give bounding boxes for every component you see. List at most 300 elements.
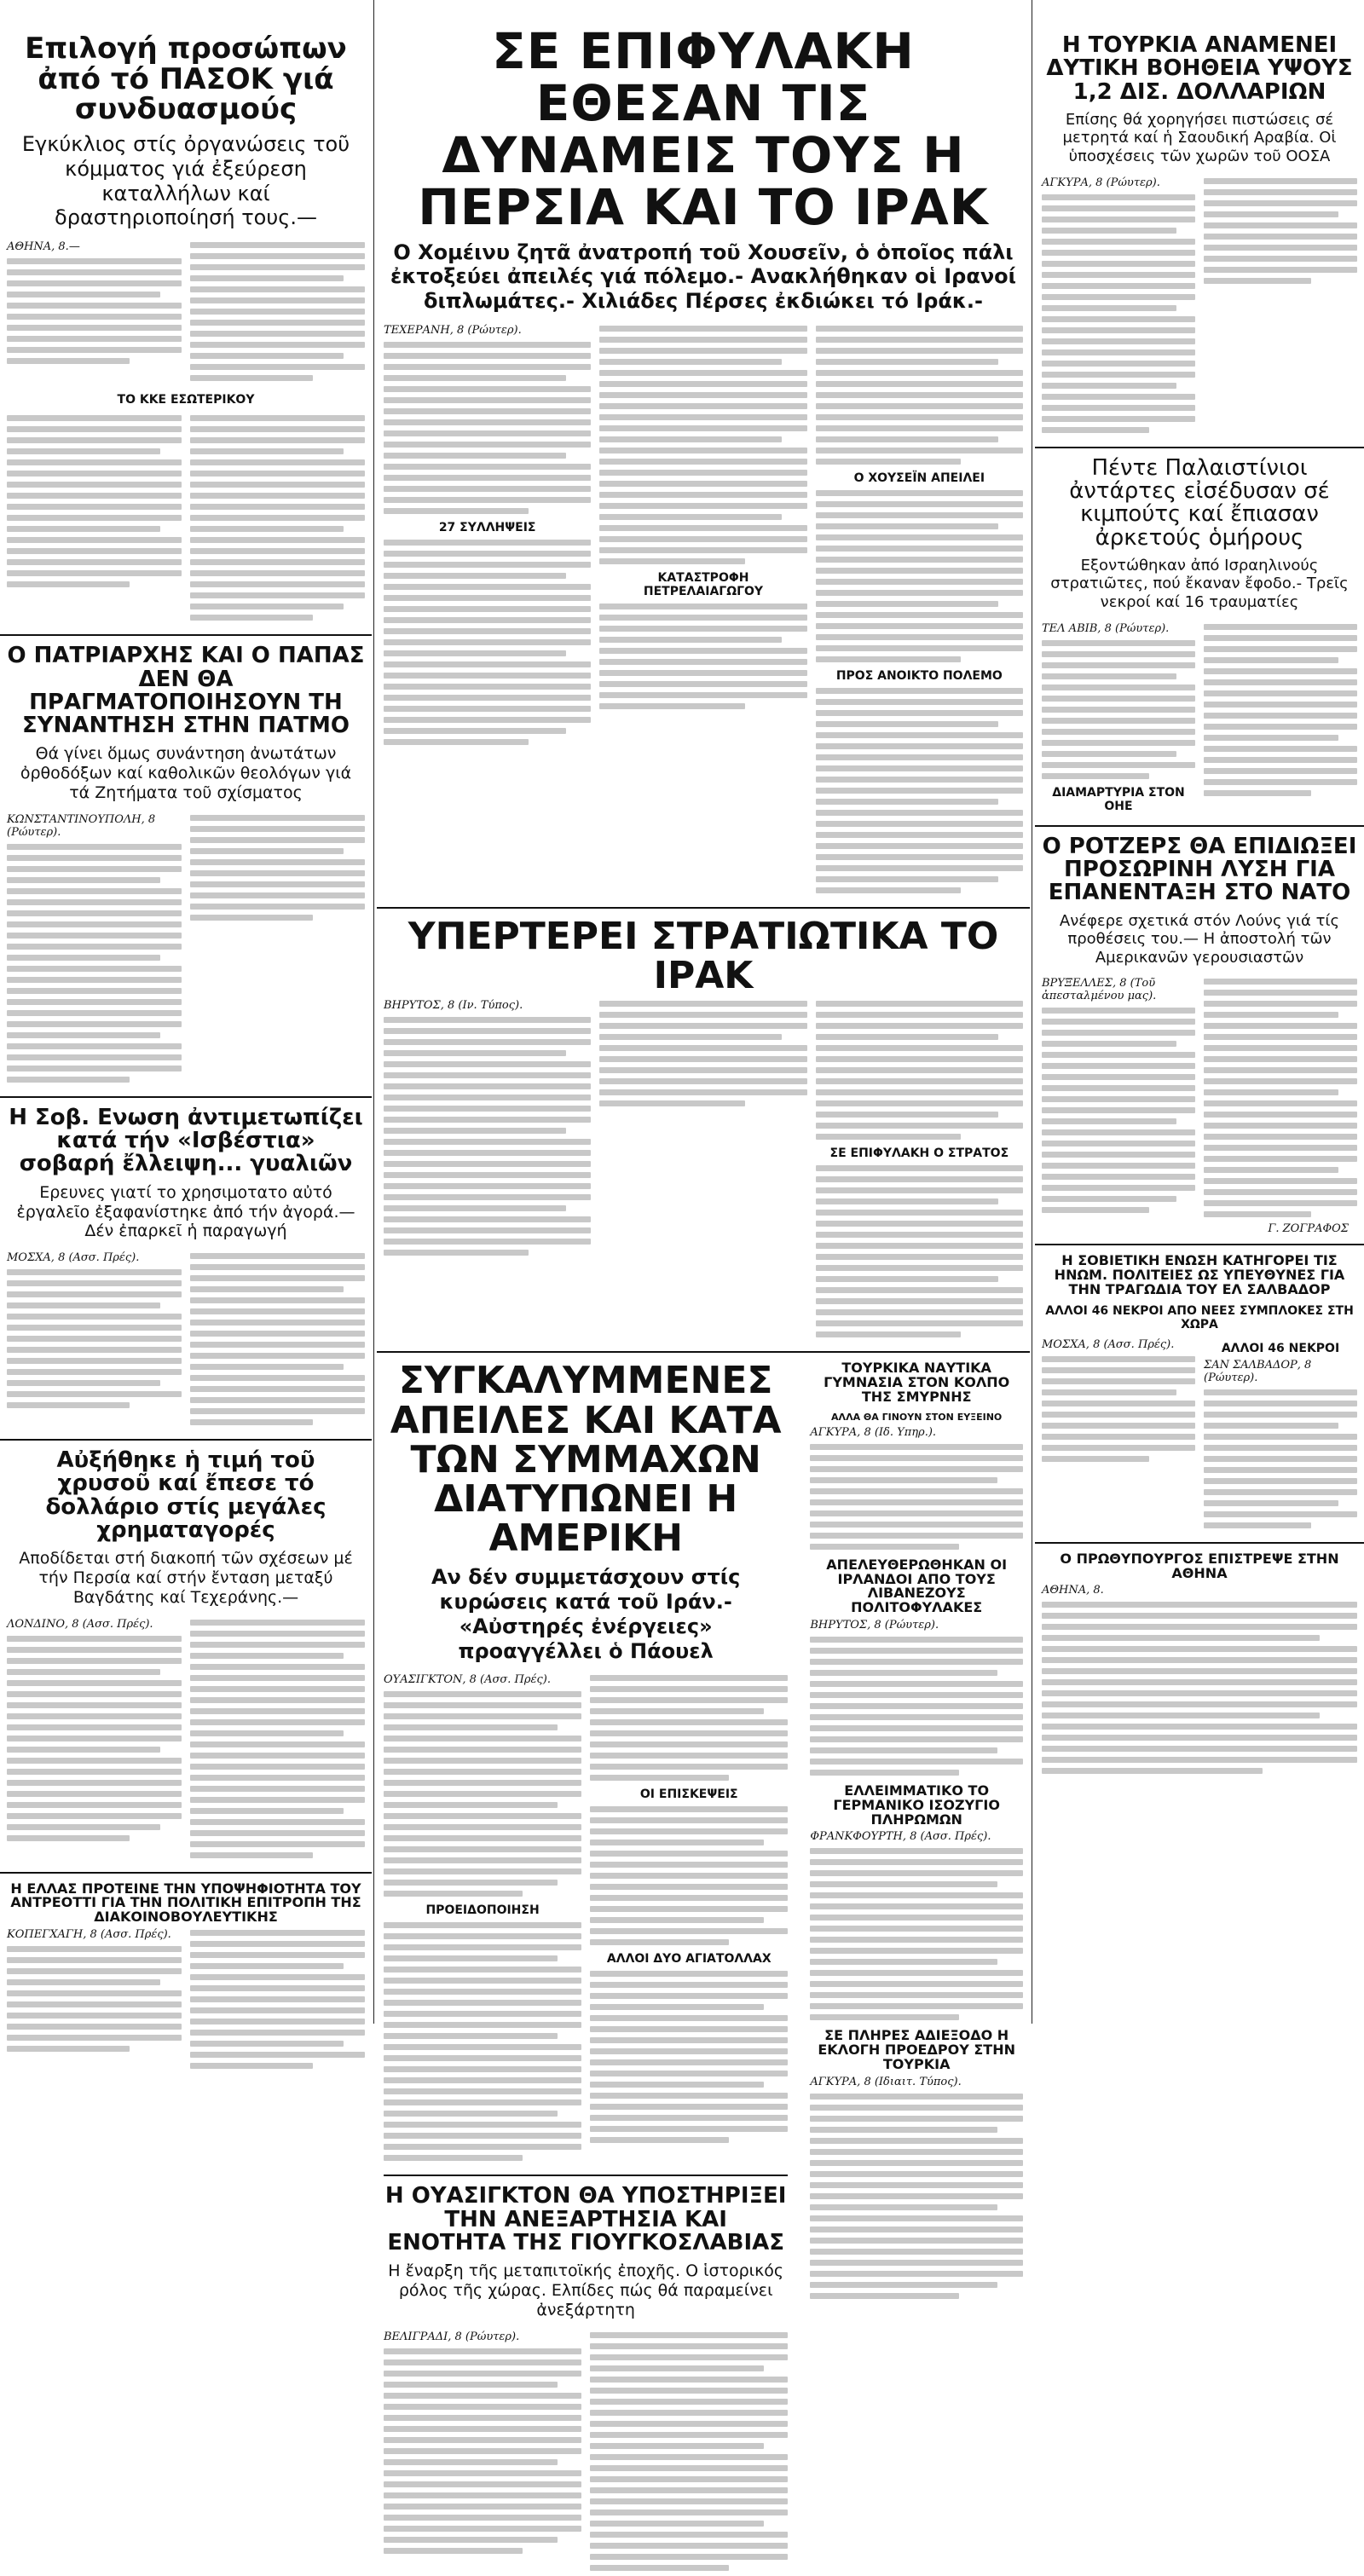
signature: Γ. ΖΟΓΡΑΦΟΣ [1268, 1222, 1349, 1236]
text-line [7, 1747, 160, 1753]
text-line [1204, 1467, 1357, 1473]
text-line [7, 1054, 182, 1060]
text-line [1042, 194, 1195, 200]
text-line [384, 497, 591, 503]
text-line [7, 537, 182, 543]
text-line [7, 966, 182, 972]
text-line [1204, 1423, 1338, 1429]
text-line [816, 1134, 961, 1140]
text-line [810, 1466, 1023, 1472]
text-line [810, 2094, 1023, 2099]
subhead: ΔΙΑΜΑΡΤΥΡΙΑ ΣΤΟΝ ΟΗΕ [1052, 785, 1185, 813]
text-line [190, 1397, 365, 1403]
text-line [816, 370, 1023, 376]
text-line [384, 584, 591, 590]
text-line [190, 1797, 365, 1803]
text-line [816, 743, 1023, 749]
text-line [1204, 1167, 1338, 1173]
headline: ΤΟΥΡΚΙΚΑ ΝΑΥΤΙΚΑ ΓΥΜΝΑΣΙΑ ΣΤΟΝ ΚΟΛΠΟ ΤΗΣ ΣΜΥΡΝΗΣ [824, 1360, 1010, 1405]
text-line [384, 1880, 558, 1886]
text-line [590, 2137, 729, 2143]
text-line [190, 2019, 365, 2024]
text-line [810, 1992, 1023, 1998]
text-line [190, 1353, 365, 1359]
text-line [7, 888, 182, 894]
text-line [810, 1544, 959, 1550]
column-rule [373, 0, 374, 2024]
text-line [810, 1948, 1023, 1954]
text-line [7, 955, 160, 961]
text-line [1042, 1456, 1149, 1462]
text-line [190, 2063, 313, 2069]
text-line [190, 548, 365, 554]
text-line [599, 547, 806, 553]
body-text [810, 2094, 1023, 2299]
text-line [7, 1669, 160, 1675]
text-line [810, 1892, 1023, 1898]
text-line [599, 381, 806, 387]
text-line [190, 1686, 365, 1692]
text-line [384, 1791, 581, 1797]
text-line [7, 2035, 182, 2041]
text-line [1042, 673, 1176, 679]
text-line [384, 1724, 558, 1730]
text-line [384, 408, 591, 414]
text-line [1042, 1118, 1176, 1124]
text-line [384, 353, 591, 359]
body-text [190, 815, 365, 921]
text-line [384, 551, 591, 557]
text-line [599, 492, 806, 498]
text-line [384, 2011, 581, 2017]
text-line [1042, 1746, 1357, 1752]
text-line [816, 887, 961, 893]
text-line [599, 703, 744, 709]
text-line [7, 910, 182, 916]
text-line [7, 855, 182, 861]
text-line [7, 866, 182, 872]
text-line [599, 414, 806, 420]
text-line [590, 2126, 788, 2132]
text-line [7, 1280, 182, 1286]
text-line [1042, 696, 1195, 702]
text-line [810, 1522, 1023, 1528]
text-line [599, 558, 744, 564]
text-line [590, 2543, 788, 2549]
text-line [810, 2193, 1023, 2199]
text-line [7, 933, 182, 939]
text-line [7, 336, 182, 342]
text-line [7, 269, 182, 275]
text-line [7, 548, 182, 554]
text-line [1042, 1724, 1357, 1730]
article-pm [1042, 1552, 1357, 1775]
text-line [7, 1802, 182, 1808]
text-line [1042, 361, 1195, 367]
article-turkey-aid [1042, 34, 1357, 438]
text-line [816, 1287, 1023, 1293]
text-line [1042, 762, 1195, 768]
body-text [7, 844, 182, 1083]
text-line [599, 337, 806, 343]
text-line [816, 490, 1023, 496]
text-line [190, 1952, 365, 1958]
text-line [1204, 1012, 1338, 1018]
text-line [1204, 668, 1357, 674]
text-line [384, 342, 591, 348]
text-line [1042, 1174, 1195, 1180]
text-line [1042, 1389, 1176, 1395]
text-line [7, 1713, 182, 1719]
text-line [7, 1724, 182, 1730]
article-iraq [384, 914, 1023, 1343]
text-line [590, 1840, 764, 1845]
text-line [384, 661, 591, 667]
text-line [810, 1903, 1023, 1909]
text-line [384, 684, 591, 690]
text-line [384, 1161, 591, 1167]
text-line [190, 1741, 365, 1747]
text-line [810, 2014, 959, 2020]
article-patriarch [7, 644, 365, 1088]
text-line [190, 364, 365, 370]
text-line [190, 1764, 365, 1770]
text-line [816, 754, 1023, 760]
body-text [590, 1806, 788, 1945]
headline: ΕΛΛΕΙΜΜΑΤΙΚΟ ΤΟ ΓΕΡΜΑΝΙΚΟ ΙΣΟΖΥΓΙΟ ΠΛΗΡΩΜΩΝ [833, 1782, 1000, 1828]
text-line [816, 459, 961, 465]
dateline: ΜΟΣΧΑ, 8 (Ασσ. Πρές). [7, 1251, 140, 1265]
text-line [1042, 1196, 1176, 1202]
text-line [7, 1769, 182, 1775]
text-line [1042, 1207, 1149, 1213]
text-line [1204, 635, 1357, 641]
text-line [384, 1194, 591, 1200]
text-line [599, 503, 806, 509]
text-line [190, 275, 344, 281]
text-line [1204, 1089, 1338, 1095]
text-line [590, 2026, 788, 2032]
text-line [190, 1753, 365, 1759]
text-line [7, 1325, 182, 1331]
text-line [190, 815, 365, 821]
body-text [384, 1691, 581, 1897]
text-line [190, 1419, 313, 1425]
dateline: ΤΕΛ ΑΒΙΒ, 8 (Ρώυτερ). [1042, 621, 1170, 635]
text-line [190, 1253, 365, 1259]
dateline: ΜΟΣΧΑ, 8 (Ασσ. Πρές). [1042, 1337, 1175, 1351]
divider [1035, 447, 1364, 448]
text-line [190, 1808, 344, 1814]
text-line [384, 2088, 581, 2094]
text-line [384, 1227, 591, 1233]
text-line [384, 2404, 581, 2410]
text-line [190, 1730, 344, 1736]
text-line [590, 2104, 788, 2110]
text-line [7, 1010, 182, 1016]
text-line [810, 2238, 1023, 2244]
text-line [590, 1939, 729, 1945]
dateline: ΚΟΠΕΓΧΑΓΗ, 8 (Ασσ. Πρές). [7, 1928, 171, 1942]
text-line [590, 2115, 788, 2121]
text-line [384, 2526, 581, 2532]
text-line [384, 2033, 558, 2039]
text-line [190, 848, 344, 854]
text-line [599, 448, 806, 453]
text-line [599, 648, 806, 654]
subhead: ΠΡΟΕΙΔΟΠΟΙΗΣΗ [425, 1903, 540, 1918]
text-line [816, 1045, 1023, 1051]
text-line [1042, 1074, 1195, 1080]
text-line [7, 415, 182, 421]
text-line [1204, 1189, 1357, 1195]
text-line [190, 320, 365, 326]
text-line [7, 1391, 182, 1397]
deck: Αποδίδεται στή διακοπή τῶν σχέσεων μέ τήν Περσία καί στήν ἔνταση μεταξύ Βαγδάτης καί Τεχεράνης.— [19, 1549, 353, 1607]
text-line [810, 1670, 997, 1676]
text-line [384, 2066, 581, 2072]
text-line [7, 2001, 182, 2007]
text-line [590, 2004, 764, 2010]
text-line [816, 392, 1023, 398]
text-line [816, 579, 1023, 585]
subhead: Ο ΧΟΥΣΕΪΝ ΑΠΕΙΛΕΙ [853, 471, 985, 485]
article-palestinians [1042, 454, 1357, 817]
body-text [816, 326, 1023, 465]
text-line [1204, 690, 1357, 696]
text-line [810, 1510, 1023, 1516]
text-line [810, 2182, 1023, 2188]
text-line [599, 604, 806, 609]
text-line [1204, 245, 1357, 251]
text-line [590, 2332, 788, 2338]
body-text [384, 540, 591, 745]
text-line [7, 448, 160, 454]
text-line [7, 292, 160, 297]
text-line [816, 436, 998, 442]
body-text [384, 2348, 581, 2554]
text-line [810, 1637, 1023, 1643]
body-text [1042, 1602, 1357, 1774]
text-line [590, 1906, 788, 1912]
text-line [190, 253, 365, 259]
text-line [599, 514, 782, 520]
text-line [384, 2382, 558, 2388]
text-line [590, 2354, 788, 2360]
dateline: ΑΘΗΝΑ, 8. [1042, 1584, 1104, 1597]
body-text [190, 242, 365, 381]
text-line [1042, 294, 1195, 300]
text-line [190, 1275, 365, 1281]
text-line [816, 612, 1023, 618]
text-line [384, 639, 591, 645]
text-line [7, 2024, 182, 2030]
text-line [1042, 1008, 1195, 1014]
text-line [810, 1533, 1023, 1539]
text-line [1204, 278, 1311, 284]
left-column [0, 0, 372, 2024]
text-line [1042, 718, 1195, 724]
text-line [7, 1702, 182, 1708]
text-line [1204, 1389, 1357, 1395]
divider [0, 1096, 372, 1098]
text-line [384, 717, 591, 723]
dateline: ΑΘΗΝΑ, 8.— [7, 240, 80, 254]
text-line [599, 425, 806, 431]
text-line [7, 515, 182, 521]
text-line [810, 2293, 959, 2299]
text-line [384, 628, 591, 634]
text-line [1204, 713, 1357, 719]
text-line [7, 988, 182, 994]
text-line [590, 2476, 788, 2482]
text-line [7, 1691, 182, 1697]
text-line [190, 297, 365, 303]
text-line [816, 1187, 1023, 1193]
body [7, 237, 365, 386]
text-line [190, 1620, 365, 1626]
text-line [599, 1012, 806, 1018]
text-line [384, 739, 529, 745]
text-line [810, 2282, 997, 2288]
text-line [384, 1857, 581, 1863]
text-line [190, 515, 365, 521]
text-line [590, 1741, 788, 1747]
deck: Αν δέν συμμετάσχουν στίς κυρώσεις κατά τοῦ Ιράν.- «Αὐστηρές ἐνέργειες» προαγγέλλει ὁ Πάουελ [431, 1565, 741, 1663]
text-line [590, 2532, 788, 2538]
text-line [810, 1747, 997, 1753]
text-line [384, 2548, 523, 2554]
text-line [384, 595, 591, 601]
text-line [816, 1198, 998, 1204]
article-andreotti [7, 1882, 365, 2074]
body-text [599, 1001, 806, 1106]
text-line [384, 1944, 581, 1950]
text-line [190, 859, 365, 865]
text-line [7, 358, 130, 364]
text-line [1204, 1123, 1357, 1129]
text-line [816, 568, 1023, 574]
text-line [384, 1183, 591, 1189]
text-line [599, 1100, 744, 1106]
text-line [590, 1851, 788, 1857]
headline: Η ΟΥΑΣΙΓΚΤΟΝ ΘΑ ΥΠΟΣΤΗΡΙΞΕΙ ΤΗΝ ΑΝΕΞΑΡΤΗΣΙΑ ΚΑΙ ΕΝΟΤΗΤΑ ΤΗΣ ΓΙΟΥΓΚΟΣΛΑΒΙΑΣ [384, 2183, 787, 2256]
subhead: ΚΑΤΑΣΤΡΟΦΗ ΠΕΤΡΕΛΑΙΑΓΩΓΟΥ [643, 570, 764, 598]
text-line [384, 2504, 581, 2510]
text-line [816, 732, 1023, 738]
body-text [190, 1930, 365, 2069]
text-line [810, 1770, 959, 1776]
text-line [384, 2144, 581, 2150]
text-line [7, 1021, 182, 1027]
text-line [1204, 702, 1357, 708]
text-line [1042, 239, 1195, 245]
text-line [590, 1917, 764, 1923]
body-text [1204, 178, 1357, 284]
text-line [810, 2204, 997, 2210]
text-line [384, 2437, 581, 2443]
text-line [384, 2393, 581, 2399]
body-text [384, 1922, 581, 2161]
text-line [384, 1978, 581, 1984]
text-line [810, 1981, 1023, 1987]
text-line [190, 1852, 313, 1858]
text-line [384, 573, 566, 579]
text-line [190, 471, 365, 477]
text-line [7, 1968, 182, 1974]
body-text [810, 1444, 1023, 1550]
text-line [816, 821, 1023, 827]
text-line [590, 2343, 788, 2349]
headline: Επιλογή προσώπων ἀπό τό ΠΑΣΟΚ γιά συνδυασμούς [25, 32, 347, 127]
text-line [1204, 234, 1357, 240]
text-line [384, 1846, 581, 1852]
text-line [190, 1996, 365, 2002]
text-line [384, 1139, 591, 1145]
text-line [810, 1692, 1023, 1698]
headline: Ο ΡΟΤΖΕΡΣ ΘΑ ΕΠΙΔΙΩΞΕΙ ΠΡΟΣΩΡΙΝΗ ΛΥΣΗ ΓΙΑ ΕΠΑΝΕΝΤΑΞΗ ΣΤΟ ΝΑΤΟ [1042, 833, 1357, 906]
text-line [590, 2554, 788, 2560]
text-line [190, 526, 344, 532]
text-line [590, 2510, 788, 2515]
text-line [810, 2116, 1023, 2122]
text-line [190, 1386, 365, 1392]
text-line [384, 1736, 581, 1741]
text-line [816, 512, 1023, 518]
text-line [384, 673, 591, 679]
text-line [1042, 305, 1176, 311]
headline: ΣΥΓΚΑΛΥΜΜΕΝΕΣ ΑΠΕΙΛΕΣ ΚΑΙ ΚΑΤΑ ΤΩΝ ΣΥΜΜΑΧΩΝ ΔΙΑΤΥΠΩΝΕΙ Η ΑΜΕΡΙΚΗ [390, 1359, 782, 1561]
text-line [1042, 1757, 1357, 1763]
body-text [816, 1165, 1023, 1337]
text-line [7, 1957, 182, 1963]
text-line [1042, 283, 1195, 289]
text-line [384, 2348, 581, 2354]
text-line [599, 536, 806, 542]
body-text [1042, 1008, 1195, 1213]
text-line [1042, 1423, 1195, 1429]
text-line [384, 2371, 581, 2377]
text-line [1042, 1052, 1195, 1058]
text-line [7, 314, 182, 320]
text-line [810, 2171, 1023, 2177]
text-line [816, 843, 1023, 849]
dateline: ΦΡΑΝΚΦΟΥΡΤΗ, 8 (Ασσ. Πρές). [810, 1830, 991, 1844]
text-line [599, 626, 806, 632]
headline: Πέντε Παλαιστίνιοι ἀντάρτες εἰσέδυσαν σέ κιμπούτς καί ἔπιασαν ἀρκετούς ὁμήρους [1069, 454, 1330, 551]
text-line [190, 570, 365, 576]
text-line [384, 1216, 591, 1222]
text-line [1204, 267, 1357, 273]
text-line [599, 392, 806, 398]
text-line [384, 1835, 581, 1841]
text-line [7, 1780, 182, 1786]
text-line [599, 1067, 806, 1073]
divider [384, 2175, 788, 2176]
text-line [384, 430, 591, 436]
text-line [1042, 383, 1176, 389]
text-line [1204, 1034, 1357, 1040]
text-line [384, 1891, 523, 1897]
text-line [7, 1043, 182, 1049]
text-line [810, 1659, 1023, 1665]
text-line [816, 414, 1023, 420]
text-line [7, 1813, 182, 1819]
text-line [816, 1176, 1023, 1182]
text-line [190, 837, 365, 843]
divider [0, 1872, 372, 1874]
text-line [1042, 250, 1195, 256]
